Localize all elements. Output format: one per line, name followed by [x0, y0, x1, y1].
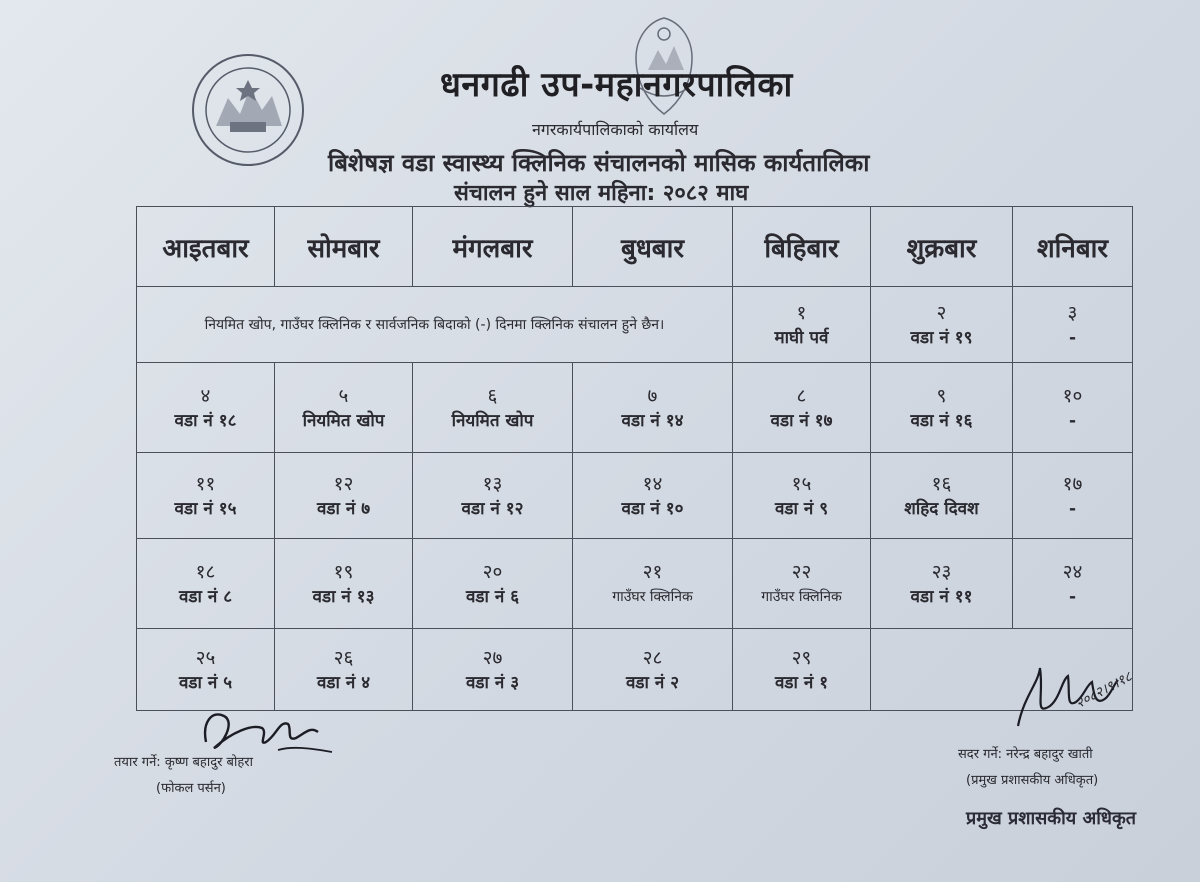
- day-cell: [732, 286, 871, 363]
- day-header: [732, 206, 871, 287]
- officer-stamp: प्रमुख प्रशासकीय अधिकृत: [966, 808, 1137, 829]
- day-date: २१: [642, 560, 663, 583]
- day-label: वडा नं ८: [178, 586, 233, 607]
- day-label: -: [1068, 586, 1077, 607]
- day-label: वडा नं १८: [174, 410, 237, 431]
- day-cell: [870, 286, 1013, 363]
- day-date: २: [936, 301, 947, 324]
- approved-role: (प्रमुख प्रशासकीय अधिकृत): [966, 773, 1099, 788]
- day-date: २७: [482, 646, 503, 669]
- day-cell: [136, 538, 275, 629]
- day-label: वडा नं ९: [774, 498, 829, 519]
- schedule-table: [136, 206, 1132, 710]
- day-label: वडा नं ६: [465, 586, 520, 607]
- day-date: २९: [791, 646, 812, 669]
- day-header-label: शनिबार: [1036, 233, 1109, 264]
- day-label: वडा नं ७: [316, 498, 371, 519]
- day-label: वडा नं २: [625, 672, 680, 693]
- day-date: १९: [333, 560, 354, 583]
- day-label: वडा नं ११: [910, 586, 973, 607]
- day-label: गाउँघर क्लिनिक: [761, 588, 842, 605]
- day-header-label: आइतबार: [162, 233, 249, 264]
- day-label: नियमित खोप: [451, 410, 534, 431]
- day-cell: [732, 362, 871, 453]
- office-subtitle: नगरकार्यपालिकाको कार्यालय: [532, 120, 699, 139]
- day-cell: [870, 362, 1013, 453]
- day-header: [136, 206, 275, 287]
- approved-by: सदर गर्ने: नरेन्द्र बहादुर खाती: [958, 747, 1093, 762]
- day-date: ४: [200, 384, 211, 407]
- schedule-heading: बिशेषज्ञ वडा स्वास्थ्य क्लिनिक संचालनको मासिक कार्यतालिका: [328, 149, 870, 177]
- day-date: २५: [195, 646, 216, 669]
- prepared-by: तयार गर्ने: कृष्ण बहादुर बोहरा: [114, 755, 253, 770]
- day-cell: [732, 628, 871, 711]
- day-label: गाउँघर क्लिनिक: [612, 588, 693, 605]
- day-label: वडा नं ५: [178, 672, 233, 693]
- day-cell: [870, 452, 1013, 539]
- day-date: ८: [796, 384, 807, 407]
- day-cell: [1012, 452, 1133, 539]
- day-cell: [732, 538, 871, 629]
- day-date: १२: [333, 472, 354, 495]
- day-header: [870, 206, 1013, 287]
- day-label: वडा नं १६: [910, 410, 973, 431]
- day-date: २२: [791, 560, 812, 583]
- day-header-label: बुधबार: [620, 233, 685, 264]
- day-date: ११: [195, 472, 216, 495]
- day-date: २३: [931, 560, 952, 583]
- day-cell: [870, 538, 1013, 629]
- day-label: शहिद दिवश: [904, 498, 979, 519]
- day-date: ५: [338, 384, 349, 407]
- day-label: -: [1068, 498, 1077, 519]
- day-label: वडा नं १२: [461, 498, 524, 519]
- day-header-label: सोमबार: [307, 233, 380, 264]
- day-cell: [274, 452, 413, 539]
- day-date: १४: [642, 472, 663, 495]
- day-label: वडा नं ४: [316, 672, 371, 693]
- day-cell: [572, 362, 733, 453]
- day-cell: [732, 452, 871, 539]
- day-cell: [274, 362, 413, 453]
- day-cell: [274, 538, 413, 629]
- day-cell: [274, 628, 413, 711]
- day-cell: [412, 628, 573, 711]
- day-date: १७: [1062, 472, 1083, 495]
- day-date: १५: [791, 472, 812, 495]
- day-cell: [136, 628, 275, 711]
- day-cell: [1012, 286, 1133, 363]
- day-date: ७: [647, 384, 658, 407]
- day-label: वडा नं १३: [312, 586, 375, 607]
- day-date: १: [796, 301, 807, 324]
- day-date: १८: [195, 560, 216, 583]
- day-header: [572, 206, 733, 287]
- municipality-emblem-icon: [190, 52, 306, 168]
- day-cell: [1012, 538, 1133, 629]
- day-cell: [412, 538, 573, 629]
- schedule-note: [136, 286, 733, 363]
- day-cell: [572, 628, 733, 711]
- day-label: नियमित खोप: [302, 410, 385, 431]
- day-cell: [572, 452, 733, 539]
- day-cell: [136, 452, 275, 539]
- approver-signature: [1010, 656, 1160, 736]
- day-label: वडा नं १७: [770, 410, 833, 431]
- day-label: -: [1068, 327, 1077, 348]
- day-label: वडा नं १५: [174, 498, 237, 519]
- day-label: वडा नं १०: [621, 498, 684, 519]
- day-date: ९: [936, 384, 947, 407]
- day-date: २६: [333, 646, 354, 669]
- schedule-period: संचालन हुने साल महिना: २०८२ माघ: [454, 181, 749, 206]
- day-cell: [572, 538, 733, 629]
- day-cell: [136, 362, 275, 453]
- day-label: -: [1068, 410, 1077, 431]
- day-header: [412, 206, 573, 287]
- day-date: ३: [1067, 301, 1078, 324]
- day-header-label: मंगलबार: [452, 233, 533, 264]
- day-label: माघी पर्व: [774, 327, 829, 348]
- day-header-label: शुक्रबार: [906, 233, 977, 264]
- day-header-label: बिहिबार: [764, 233, 839, 264]
- day-label: वडा नं ३: [465, 672, 520, 693]
- day-date: ६: [487, 384, 498, 407]
- day-date: १०: [1062, 384, 1083, 407]
- day-label: वडा नं १९: [910, 327, 973, 348]
- schedule-note-text: नियमित खोप, गाउँघर क्लिनिक र सार्वजनिक बिदाको (-) दिनमा क्लिनिक संचालन हुने छैन।: [204, 317, 665, 333]
- day-header: [1012, 206, 1133, 287]
- day-label: वडा नं १४: [621, 410, 684, 431]
- prepared-role: (फोकल पर्सन): [156, 781, 226, 796]
- day-header: [274, 206, 413, 287]
- day-date: १६: [931, 472, 952, 495]
- municipality-title: धनगढी उप-महानगरपालिका: [440, 65, 793, 105]
- day-date: २८: [642, 646, 663, 669]
- day-cell: [1012, 362, 1133, 453]
- day-date: २०: [482, 560, 503, 583]
- day-date: १३: [482, 472, 503, 495]
- signature-date: २०८२।९।१८: [1072, 668, 1135, 712]
- day-label: वडा नं १: [774, 672, 829, 693]
- day-cell: [412, 362, 573, 453]
- day-date: २४: [1062, 560, 1083, 583]
- day-cell: [412, 452, 573, 539]
